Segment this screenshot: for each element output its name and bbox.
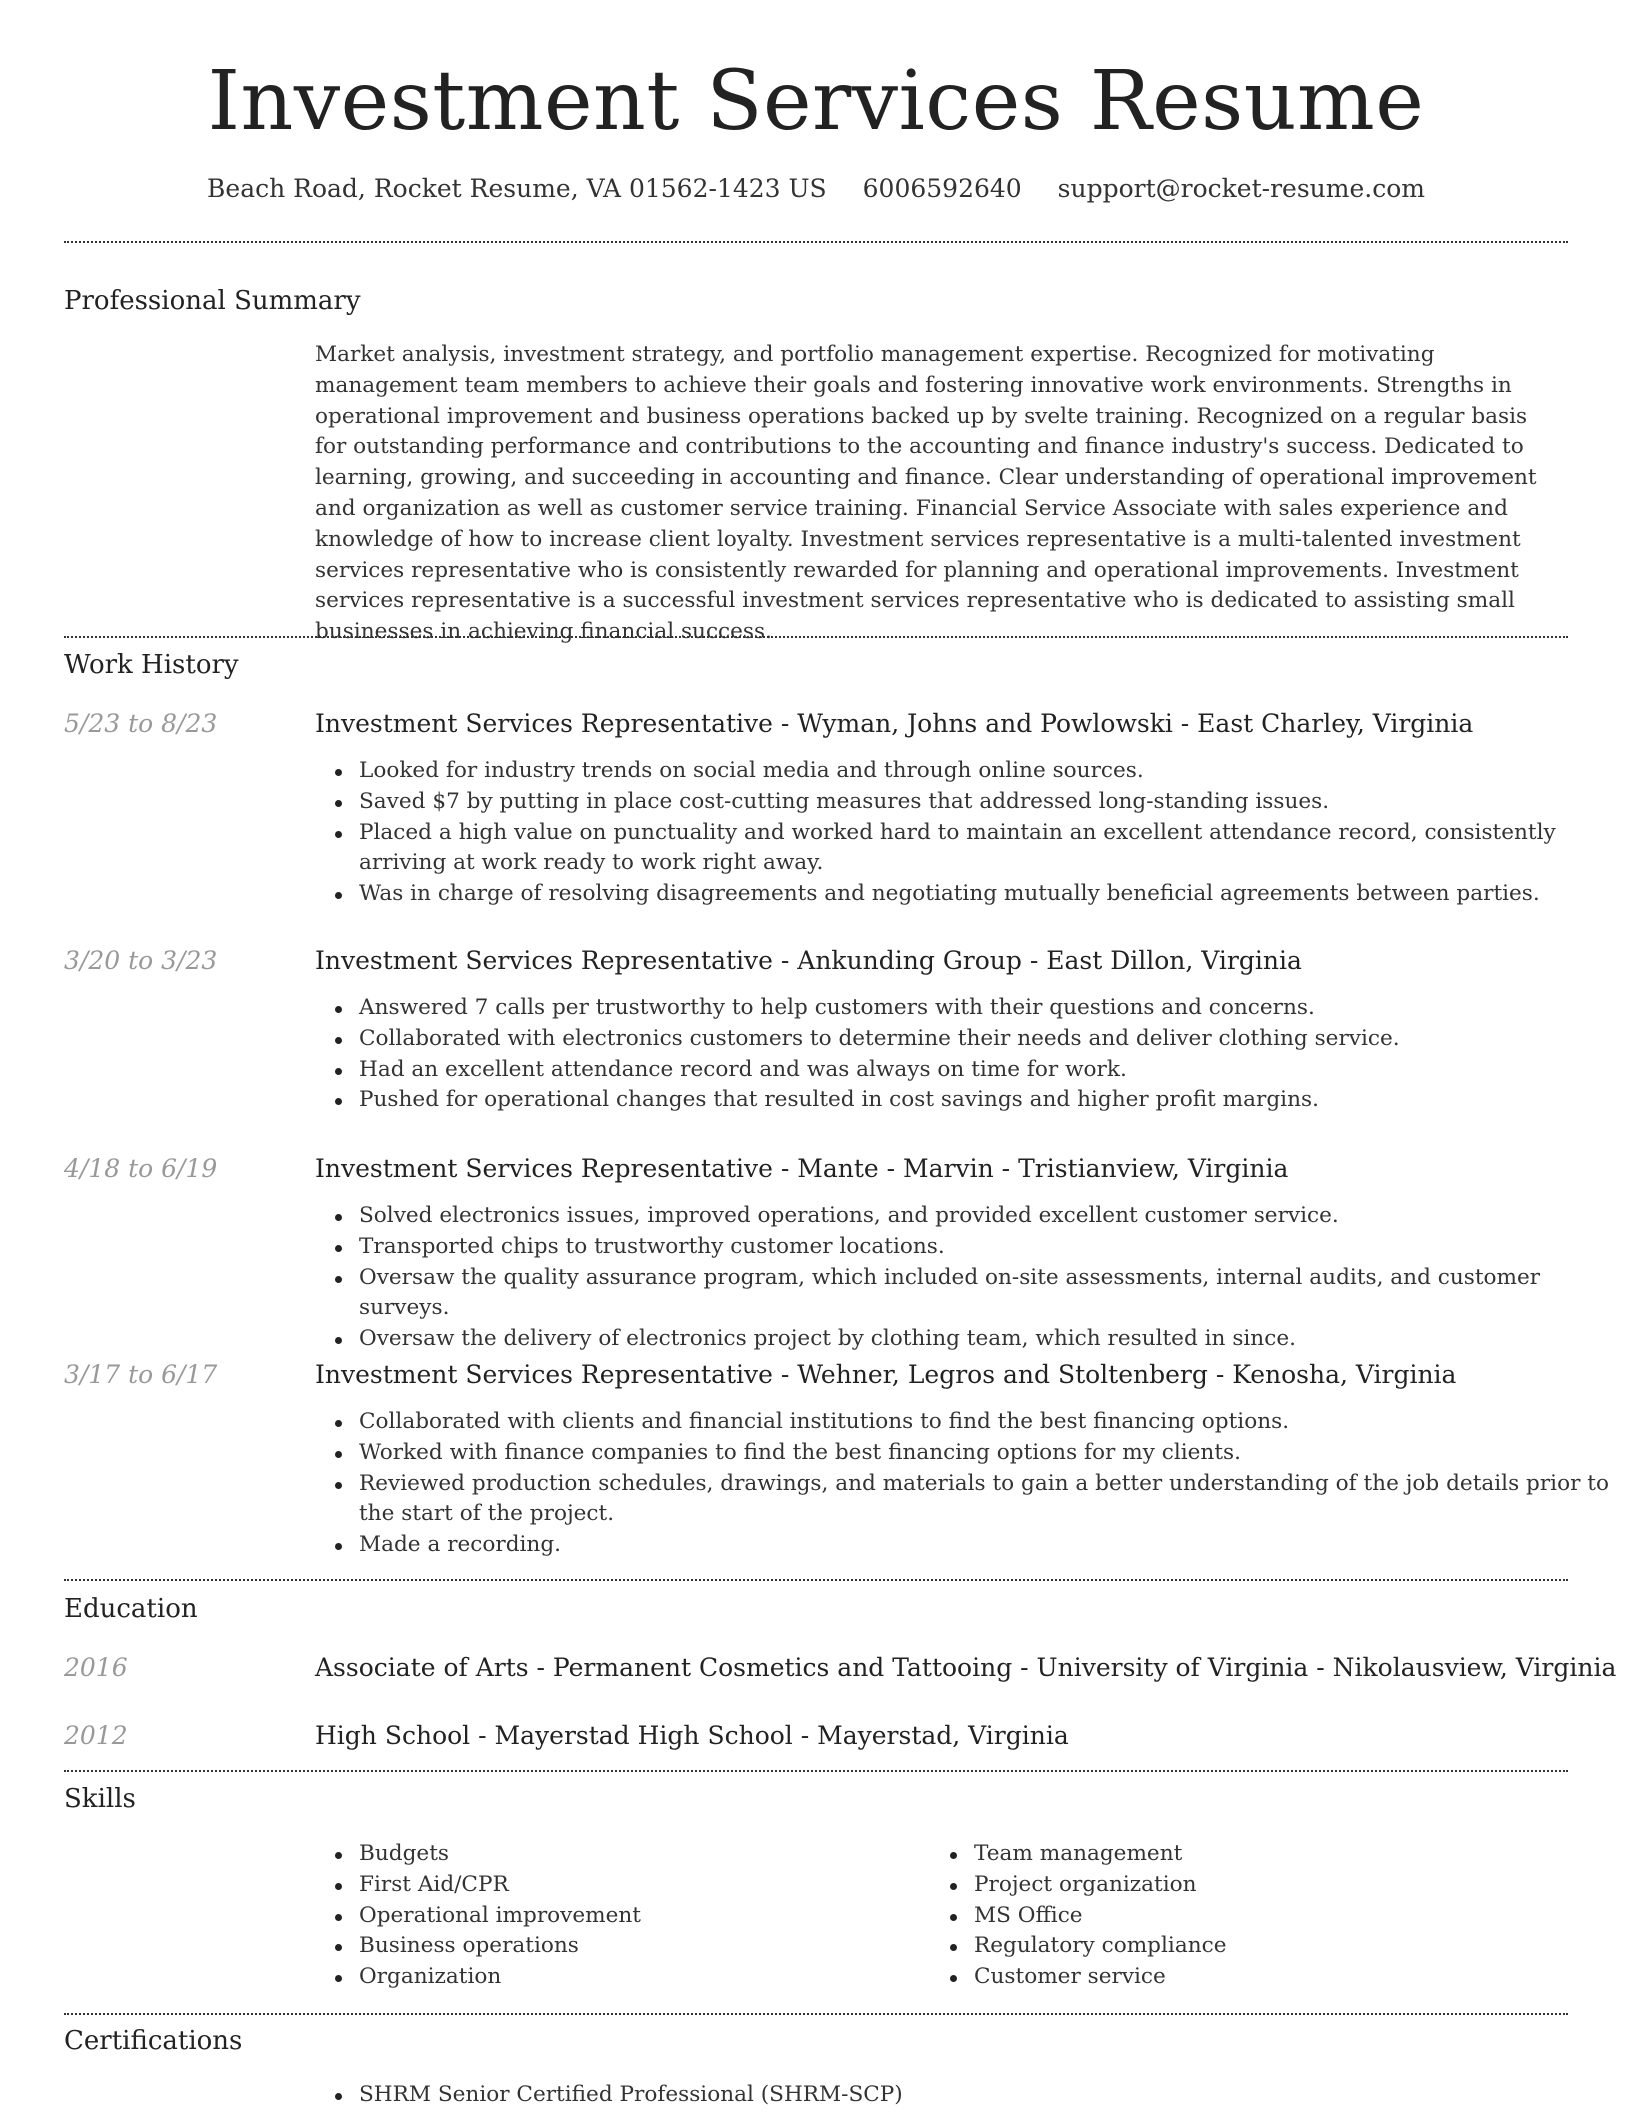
education-year: 2012 [64,1721,128,1750]
section-divider [64,241,1568,243]
job-dates: 5/23 to 8/23 [64,709,218,738]
job-dates: 3/20 to 3/23 [64,946,218,975]
list-item: Had an excellent attendance record and was always on time for work. [359,1055,1609,1086]
list-item: Was in charge of resolving disagreements and negotiating mutually beneficial agreements between parties. [359,879,1609,910]
job-title: Investment Services Representative - Wehner, Legros and Stoltenberg - Kenosha, Virginia [315,1360,1457,1389]
skill-item: First Aid/CPR [359,1870,959,1901]
skills-list-left [315,1839,959,1993]
list-item: Looked for industry trends on social media and through online sources. [359,756,1609,787]
education-year: 2016 [64,1653,128,1682]
resume-title: Investment Services Resume [207,54,1425,149]
job-title: Investment Services Representative - Ankunding Group - East Dillon, Virginia [315,946,1302,975]
skill-item: Customer service [974,1962,1574,1993]
skill-item: Project organization [974,1870,1574,1901]
skills-heading: Skills [64,1784,136,1814]
job-bullets [315,993,1609,1116]
certifications-heading: Certifications [64,2026,243,2056]
skill-item: Business operations [359,1931,959,1962]
education-title: High School - Mayerstad High School - Mayerstad, Virginia [315,1721,1069,1750]
job-bullets [315,1407,1609,1561]
job-dates: 4/18 to 6/19 [64,1154,218,1183]
list-item: Collaborated with electronics customers to determine their needs and deliver clothing service. [359,1024,1609,1055]
list-item: Oversaw the delivery of electronics project by clothing team, which resulted in since. [359,1324,1609,1355]
skill-item: Organization [359,1962,959,1993]
contact-address: Beach Road, Rocket Resume, VA 01562-1423 US [207,174,827,203]
job-title: Investment Services Representative - Wyman, Johns and Powlowski - East Charley, Virginia [315,709,1474,738]
certification-item: SHRM Senior Certified Professional (SHRM-SCP) [359,2080,1609,2111]
list-item: Answered 7 calls per trustworthy to help customers with their questions and concerns. [359,993,1609,1024]
skill-item: Regulatory compliance [974,1931,1574,1962]
skill-item: MS Office [974,1901,1574,1932]
certifications-list [315,2080,1609,2111]
summary-heading: Professional Summary [64,286,361,316]
job-bullets [315,756,1609,910]
list-item: Solved electronics issues, improved operations, and provided excellent customer service. [359,1201,1609,1232]
work-history-heading: Work History [64,650,239,680]
skill-item: Budgets [359,1839,959,1870]
contact-phone: 6006592640 [862,174,1022,203]
skill-item: Operational improvement [359,1901,959,1932]
contact-email: support@rocket-resume.com [1057,174,1425,203]
list-item: Worked with finance companies to find the best financing options for my clients. [359,1438,1609,1469]
list-item: Transported chips to trustworthy customer locations. [359,1232,1609,1263]
job-title: Investment Services Representative - Mante - Marvin - Tristianview, Virginia [315,1154,1289,1183]
education-heading: Education [64,1594,198,1624]
education-title: Associate of Arts - Permanent Cosmetics and Tattooing - University of Virginia - Nikolausview, Virginia [315,1653,1617,1682]
list-item: Oversaw the quality assurance program, which included on-site assessments, internal audits, and customer surveys. [359,1263,1609,1325]
list-item: Reviewed production schedules, drawings, and materials to gain a better understanding of the job details prior to the start of the project. [359,1469,1609,1531]
list-item: Placed a high value on punctuality and worked hard to maintain an excellent attendance record, consistently arriving at work ready to work right away. [359,818,1609,880]
skills-list-right [930,1839,1574,1993]
summary-text: Market analysis, investment strategy, and portfolio management expertise. Recognized for motivating management team members to achieve their goals and fostering innovative work environments. Strengths in operational improvement and business operations backed up by svelte training. Recognized on a regular basis for outstanding performance and contributions to the accounting and finance industry's success. Dedicated to learning, growing, and succeeding in accounting and finance. Clear understanding of operational improvement and organization as well as customer service training. Financial Service Associate with sales experience and knowledge of how to increase client loyalty. Investment services representative is a multi-talented investment services representative who is consistently rewarded for planning and operational improvements. Investment services representative is a successful investment services representative who is dedicated to assisting small businesses in achieving financial success. [315,342,1537,645]
list-item: Saved $7 by putting in place cost-cutting measures that addressed long-standing issues. [359,787,1609,818]
section-divider [64,1579,1568,1581]
list-item: Collaborated with clients and financial institutions to find the best financing options. [359,1407,1609,1438]
section-divider [64,2013,1568,2015]
list-item: Made a recording. [359,1530,1609,1561]
section-divider [64,1770,1568,1772]
skill-item: Team management [974,1839,1574,1870]
contact-line [0,170,1632,208]
job-bullets [315,1201,1609,1355]
list-item: Pushed for operational changes that resulted in cost savings and higher profit margins. [359,1085,1609,1116]
job-dates: 3/17 to 6/17 [64,1360,218,1389]
section-divider [64,636,1568,638]
